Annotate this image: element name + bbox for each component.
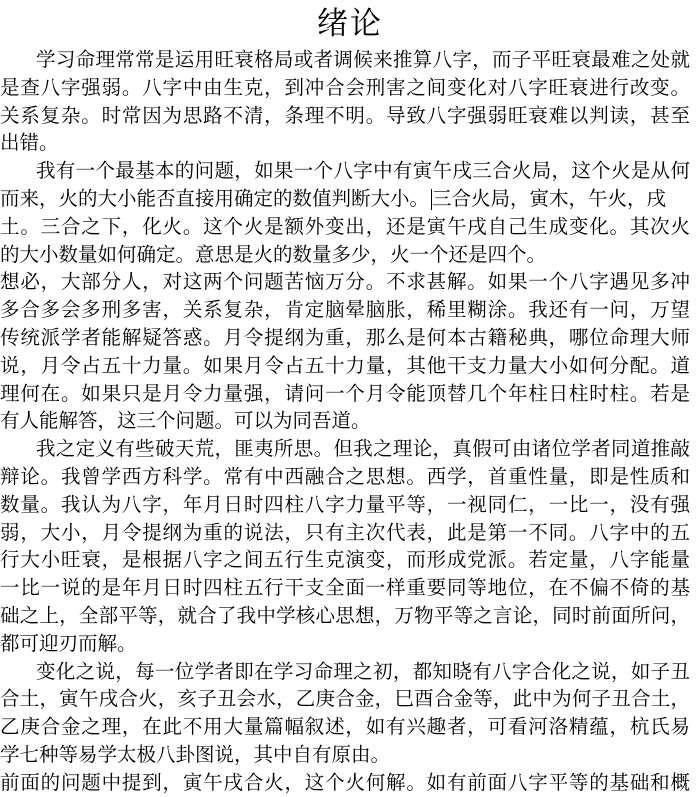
page-title: 绪论	[317, 6, 383, 42]
text-line: 出错。	[0, 131, 59, 155]
text-line: 弱，大小，月令提纲为重的说法，只有主次代表，此是第一不同。八字中的五	[0, 520, 690, 544]
text-line: 是查八字强弱。八字中由生克，到冲合会刑害之间变化对八字旺衰进行改变。	[0, 75, 690, 99]
text-line: 行大小旺衰，是根据八字之间五行生克演变，而形成党派。若定量，八字能量	[0, 548, 690, 572]
text-line: 合土，寅午戌合火，亥子丑会水，乙庚合金，巳酉合金等，此中为何子丑合土，	[0, 687, 690, 711]
text-line: 我之定义有些破天荒，匪夷所思。但我之理论，真假可由诸位学者同道推敲	[36, 437, 690, 461]
text-line: 多合多会多刑多害，关系复杂，肯定脑晕脑胀，稀里糊涂。我还有一问，万望	[0, 298, 690, 322]
text-line: 想必，大部分人，对这两个问题苦恼万分。不求甚解。如果一个八字遇见多冲	[0, 270, 690, 294]
paragraph-5	[0, 658, 700, 769]
paragraph-4	[0, 435, 700, 657]
text-segment: 而来，火的大小能否直接用确定的数值判断大小。	[0, 186, 430, 210]
text-line: 关系复杂。时常因为思路不清，条理不明。导致八字强弱旺衰难以判读，甚至	[0, 103, 690, 127]
text-line: 学习命理常常是运用旺衰格局或者调候来推算八字，而子平旺衰最难之处就	[36, 48, 690, 71]
paragraph-6	[0, 769, 700, 797]
paragraph-1	[0, 46, 700, 157]
text-line: 数量。我认为八字，年月日时四柱八字力量平等，一视同仁，一比一，没有强	[0, 492, 690, 516]
text-line-with-caret	[0, 185, 700, 213]
text-line: 说，月令占五十力量。如果月令占五十力量，其他干支力量大小如何分配。道	[0, 353, 690, 377]
text-line: 土。三合之下，化火。这个火是额外变出，还是寅午戌自己生成变化。其次火	[0, 214, 690, 238]
text-segment: 三合火局，寅木，午火，戌	[432, 186, 667, 210]
text-line: 理何在。如果只是月令力量强，请问一个月令能顶替几个年柱日柱时柱。若是	[0, 381, 690, 405]
text-line: 辩论。我曾学西方科学。常有中西融合之思想。西学，首重性量，即是性质和	[0, 464, 690, 488]
text-line: 传统派学者能解疑答惑。月令提纲为重，那么是何本古籍秘典，哪位命理大师	[0, 325, 690, 349]
text-line: 乙庚合金之理，在此不用大量篇幅叙述，如有兴趣者，可看河洛精蕴，杭氏易	[0, 715, 690, 739]
paragraph-2	[0, 157, 700, 268]
text-line: 有人能解答，这三个问题。可以为同吾道。	[0, 409, 371, 433]
paragraph-3	[0, 268, 700, 435]
text-line: 前面的问题中提到，寅午戌合火，这个火何解。如有前面八字平等的基础和概	[0, 770, 690, 794]
text-line: 我有一个最基本的问题，如果一个八字中有寅午戌三合火局，这个火是从何	[36, 159, 690, 183]
text-line: 都可迎刃而解。	[0, 631, 137, 655]
text-line: 础之上，全部平等，就合了我中学核心思想，万物平等之言论，同时前面所问，	[0, 603, 690, 627]
text-line: 的大小数量如何确定。意思是火的数量多少，火一个还是四个。	[0, 242, 547, 266]
text-line: 一比一说的是年月日时四柱五行干支全面一样重要同等地位，在不偏不倚的基	[0, 576, 690, 600]
text-line: 学七种等易学太极八卦图说，其中自有原由。	[0, 742, 391, 766]
text-line: 变化之说，每一位学者即在学习命理之初，都知晓有八字合化之说，如子丑	[36, 659, 690, 683]
